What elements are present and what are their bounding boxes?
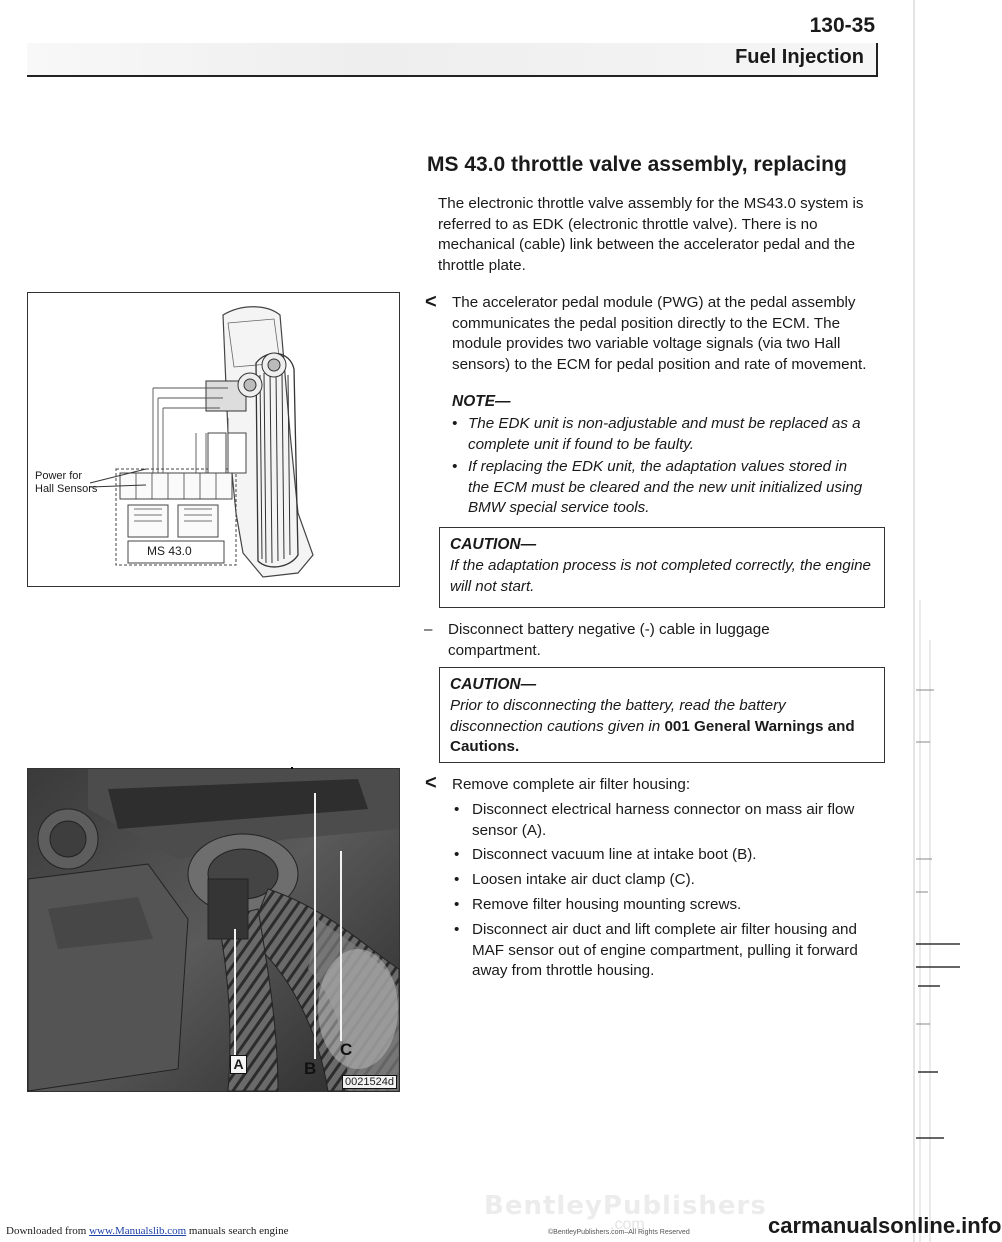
section-header-bar: [27, 43, 876, 77]
image-code: 0021524d: [342, 1075, 397, 1089]
sub-step: [452, 845, 872, 866]
callout-label-c: C: [340, 1040, 353, 1059]
scan-edge-marks: [900, 0, 960, 1242]
sub-step-text: Disconnect electrical harness connector on mass air flow sensor (A).: [472, 801, 855, 839]
module-label: MS 43.0: [147, 544, 192, 558]
hall-sensors-label: Hall Sensors: [35, 483, 98, 495]
procedure-heading: MS 43.0 throttle valve assembly, replacing: [427, 153, 847, 176]
sub-step-text: Loosen intake air duct clamp (C).: [472, 871, 695, 888]
bullet-icon: •: [454, 896, 460, 913]
pwg-paragraph: The accelerator pedal module (PWG) at the pedal assembly communicates the pedal position directly to the ECM. The module provides two variable voltage signals (via two Hall sensors) to the ECM for pedal position and rate of movement.: [452, 294, 867, 373]
note-item-text: If replacing the EDK unit, the adaptation values stored in the ECM must be cleared and the new unit initialized using BMW special service tools.: [468, 458, 863, 516]
note-title: NOTE—: [452, 393, 511, 410]
dash-icon: –: [424, 621, 433, 638]
remove-housing-step: Remove complete air filter housing:: [452, 776, 691, 793]
note-item-text: The EDK unit is non-adjustable and must be replaced as a complete unit if found to be faulty.: [468, 415, 861, 453]
sub-step-text: Remove filter housing mounting screws.: [472, 896, 742, 913]
caution-text: If the adaptation process is not completed correctly, the engine will not start.: [450, 557, 871, 595]
caution-text-body: Prior to disconnecting the battery, read the battery disconnection cautions given in: [450, 697, 786, 735]
copyright-notice: ©BentleyPublishers.com–All Rights Reserved: [548, 1229, 690, 1236]
sub-step-text: Disconnect vacuum line at intake boot (B).: [472, 846, 757, 863]
sub-step: [452, 870, 872, 891]
pedal-module-diagram: [27, 292, 400, 587]
bullet-icon: •: [454, 801, 460, 818]
footer-suffix: manuals search engine: [188, 1225, 289, 1237]
sub-step-text: Disconnect air duct and lift complete air filter housing and MAF sensor out of engine compartment, pulling it forward away from throttle housing.: [472, 921, 858, 979]
bullet-icon: •: [454, 846, 460, 863]
header-rule: [876, 43, 878, 77]
download-footer: [6, 1225, 288, 1237]
note-item: [452, 414, 872, 455]
air-filter-housing-photo: [27, 768, 400, 1092]
callout-label-a: A: [230, 1055, 247, 1074]
sub-step: [452, 920, 872, 982]
step-text: Disconnect battery negative (-) cable in luggage compartment.: [448, 621, 770, 659]
bullet-icon: •: [454, 921, 460, 938]
page-number: 130-35: [809, 14, 875, 37]
arrow-icon: <: [425, 772, 437, 794]
power-label: Power for: [35, 470, 83, 482]
bullet-icon: •: [452, 415, 458, 432]
sub-step: [452, 895, 872, 916]
cross-reference: 001 General Warnings and Cautions.: [450, 717, 855, 755]
caution-title: CAUTION—: [450, 536, 537, 553]
procedure-step: [424, 620, 864, 661]
caution-text: [450, 697, 855, 755]
sub-step: [452, 800, 872, 841]
note-item: [452, 457, 872, 519]
footer-prefix: Downloaded from: [6, 1225, 87, 1237]
caution-box: [439, 527, 885, 608]
bullet-icon: •: [454, 871, 460, 888]
arrow-icon: <: [425, 291, 437, 313]
bullet-icon: •: [452, 458, 458, 475]
watermark: BentleyPublishers: [484, 1191, 767, 1221]
caution-title: CAUTION—: [450, 676, 537, 693]
callout-label-b: B: [304, 1059, 317, 1078]
pedal-diagram-drawing: [28, 293, 399, 586]
manualslib-link[interactable]: www.Manualslib.com: [89, 1225, 187, 1237]
site-watermark: carmanualsonline.info: [768, 1213, 1002, 1238]
watermark-sub: .com: [610, 1216, 645, 1233]
intro-paragraph: The electronic throttle valve assembly for the MS43.0 system is referred to as EDK (electronic throttle valve). There is no mechanical (cable) link between the accelerator pedal and the throttle plate.: [438, 195, 864, 274]
section-title: Fuel Injection: [735, 46, 864, 68]
caution-box: [439, 667, 885, 763]
